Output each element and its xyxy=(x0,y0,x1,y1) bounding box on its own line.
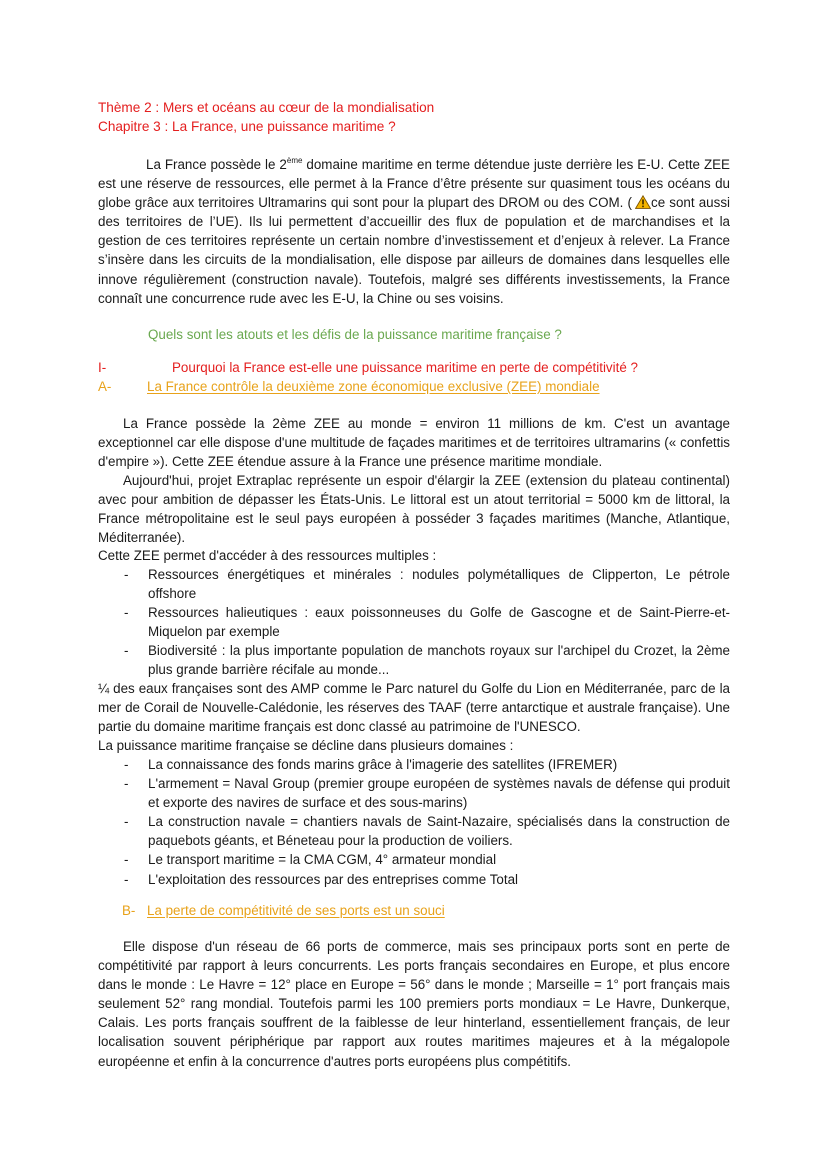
subsection-a-title: La France contrôle la deuxième zone économique exclusive (ZEE) mondiale xyxy=(147,379,600,394)
list-item-text: La connaissance des fonds marins grâce à l'imagerie des satellites (IFREMER) xyxy=(148,757,618,772)
list-item xyxy=(98,774,730,812)
subsection-a-heading xyxy=(98,377,600,396)
list-item xyxy=(98,641,730,679)
resources-list xyxy=(98,565,730,680)
paragraph-domains-intro: La puissance maritime française se décline dans plusieurs domaines : xyxy=(98,738,514,753)
list-item xyxy=(98,850,730,869)
paragraph-zee: La France possède la 2ème ZEE au monde = environ 11 millions de km. C'est un avantage exceptionnel car elle dispose d'une multitude de façades maritimes et de territoires ultramarins (« confettis d'empire »). Cette ZEE étendue assure à la France une présence maritime mondiale. xyxy=(98,416,730,470)
intro-paragraph xyxy=(98,155,730,308)
list-dash: - xyxy=(124,852,129,868)
intro-text-2: domaine maritime en terme détendue juste derrière les E-U. Cette ZEE est une réserve de ressources, elle permet à la France d’être présente sur quasiment tous les océans du globe grâce aux territoires Ultramarins qui sont pour la plupart des DROM ou des COM. ( xyxy=(98,157,730,211)
list-item xyxy=(98,565,730,603)
list-item-text: Le transport maritime = la CMA CGM, 4° armateur mondial xyxy=(148,852,497,868)
list-item-text: L'exploitation des ressources par des entreprises comme Total xyxy=(148,871,518,887)
paragraph-ports: Elle dispose d'un réseau de 66 ports de commerce, mais ses principaux ports sont en perte de compétitivité par rapport à leurs concurrents. Les ports français secondaires en Europe, et plus encore dans le monde : Le Havre = 12° place en Europe = 56° dans le monde ; Marseille = 1° port français mais seulement 52° rang mondial. Toutefois parmi les 100 premiers ports mondiaux = Le Havre, Dunkerque, Calais. Les ports français souffrent de la faiblesse de leur hinterland, essentiellement français, de leur localisation souvent périphérique par rapport aux routes maritimes majeures et à la mégalopole européenne et enfin à la concurrence d'autres ports européens plus compétitifs. xyxy=(98,939,730,1069)
paragraph-extraplac: Aujourd'hui, projet Extraplac représente un espoir d'élargir la ZEE (extension du plateau continental) avec pour ambition de dépasser les États-Unis. Le littoral est un atout territorial = 5000 km de littoral, la France métropolitaine est le seul pays européen à posséder 3 façades maritimes (Manche, Atlantique, Méditerranée). xyxy=(98,473,730,546)
intro-superscript: ème xyxy=(286,156,303,165)
list-item-text: L'armement = Naval Group (premier groupe européen de systèmes navals de défense qui produit et exporte des navires de surface et des sous-marins) xyxy=(148,776,730,811)
subsection-b-letter: B- xyxy=(122,903,136,918)
list-item-text: Ressources énergétiques et minérales : nodules polymétalliques de Clipperton, Le pétrole offshore xyxy=(148,567,730,602)
paragraph-resources-intro: Cette ZEE permet d'accéder à des ressources multiples : xyxy=(98,548,437,563)
intro-text-3: ce sont aussi des territoires de l’UE). Ils lui permettent d’accueillir des flux de population et de marchandises et la gestion de ces territoires représente un certain nombre d’investissement et d’enjeux à relever. La France s’insère dans les circuits de la mondialisation, elle dispose par ailleurs de domaines dans lesquelles elle innove régulièrement (construction navale). Toutefois, malgré ses différents investissements, la France connaît une concurrence rude avec les E-U, la Chine ou ses voisins. xyxy=(98,195,730,306)
list-item xyxy=(98,755,730,774)
chapter-heading: Chapitre 3 : La France, une puissance maritime ? xyxy=(98,119,396,134)
subsection-b-title: La perte de compétitivité de ses ports est un souci xyxy=(147,903,445,918)
warning-icon xyxy=(635,195,651,209)
subsection-a-letter: A- xyxy=(98,379,112,394)
intro-text-1: La France possède le 2 xyxy=(146,157,287,172)
list-dash: - xyxy=(124,605,129,621)
paragraph-amp: ¼ des eaux françaises sont des AMP comme le Parc naturel du Golfe du Lion en Méditerranée, parc de la mer de Corail de Nouvelle-Calédonie, les réserves des TAAF (terre antarctique et australe française). Une partie du domaine maritime français est donc classé au patrimoine de l'UNESCO. xyxy=(98,681,730,735)
domains-list xyxy=(98,755,730,889)
section-1-number: I- xyxy=(98,360,107,375)
subsection-b-heading xyxy=(122,901,445,920)
list-item xyxy=(98,812,730,850)
theme-heading: Thème 2 : Mers et océans au cœur de la mondialisation xyxy=(98,100,435,115)
list-dash: - xyxy=(124,757,129,772)
list-item-text: Ressources halieutiques : eaux poissonneuses du Golfe de Gascogne et de Saint-Pierre-et-Miquelon par exemple xyxy=(148,605,730,640)
list-item-text: Biodiversité : la plus importante population de manchots royaux sur l'archipel du Crozet, la 2ème plus grande barrière récifale au monde... xyxy=(148,643,730,678)
list-dash: - xyxy=(124,814,129,830)
list-dash: - xyxy=(124,776,129,792)
list-item xyxy=(98,603,730,641)
section-1-heading xyxy=(98,358,738,377)
list-dash: - xyxy=(124,643,129,659)
problem-question: Quels sont les atouts et les défis de la puissance maritime française ? xyxy=(148,327,562,342)
section-1-title: Pourquoi la France est-elle une puissance maritime en perte de compétitivité ? xyxy=(172,360,638,375)
list-item-text: La construction navale = chantiers navals de Saint-Nazaire, spécialisés dans la construction de paquebots géants, et Béneteau pour la production de voiliers. xyxy=(148,814,730,849)
list-item xyxy=(98,870,730,889)
list-dash: - xyxy=(124,567,129,582)
list-dash: - xyxy=(124,871,129,887)
